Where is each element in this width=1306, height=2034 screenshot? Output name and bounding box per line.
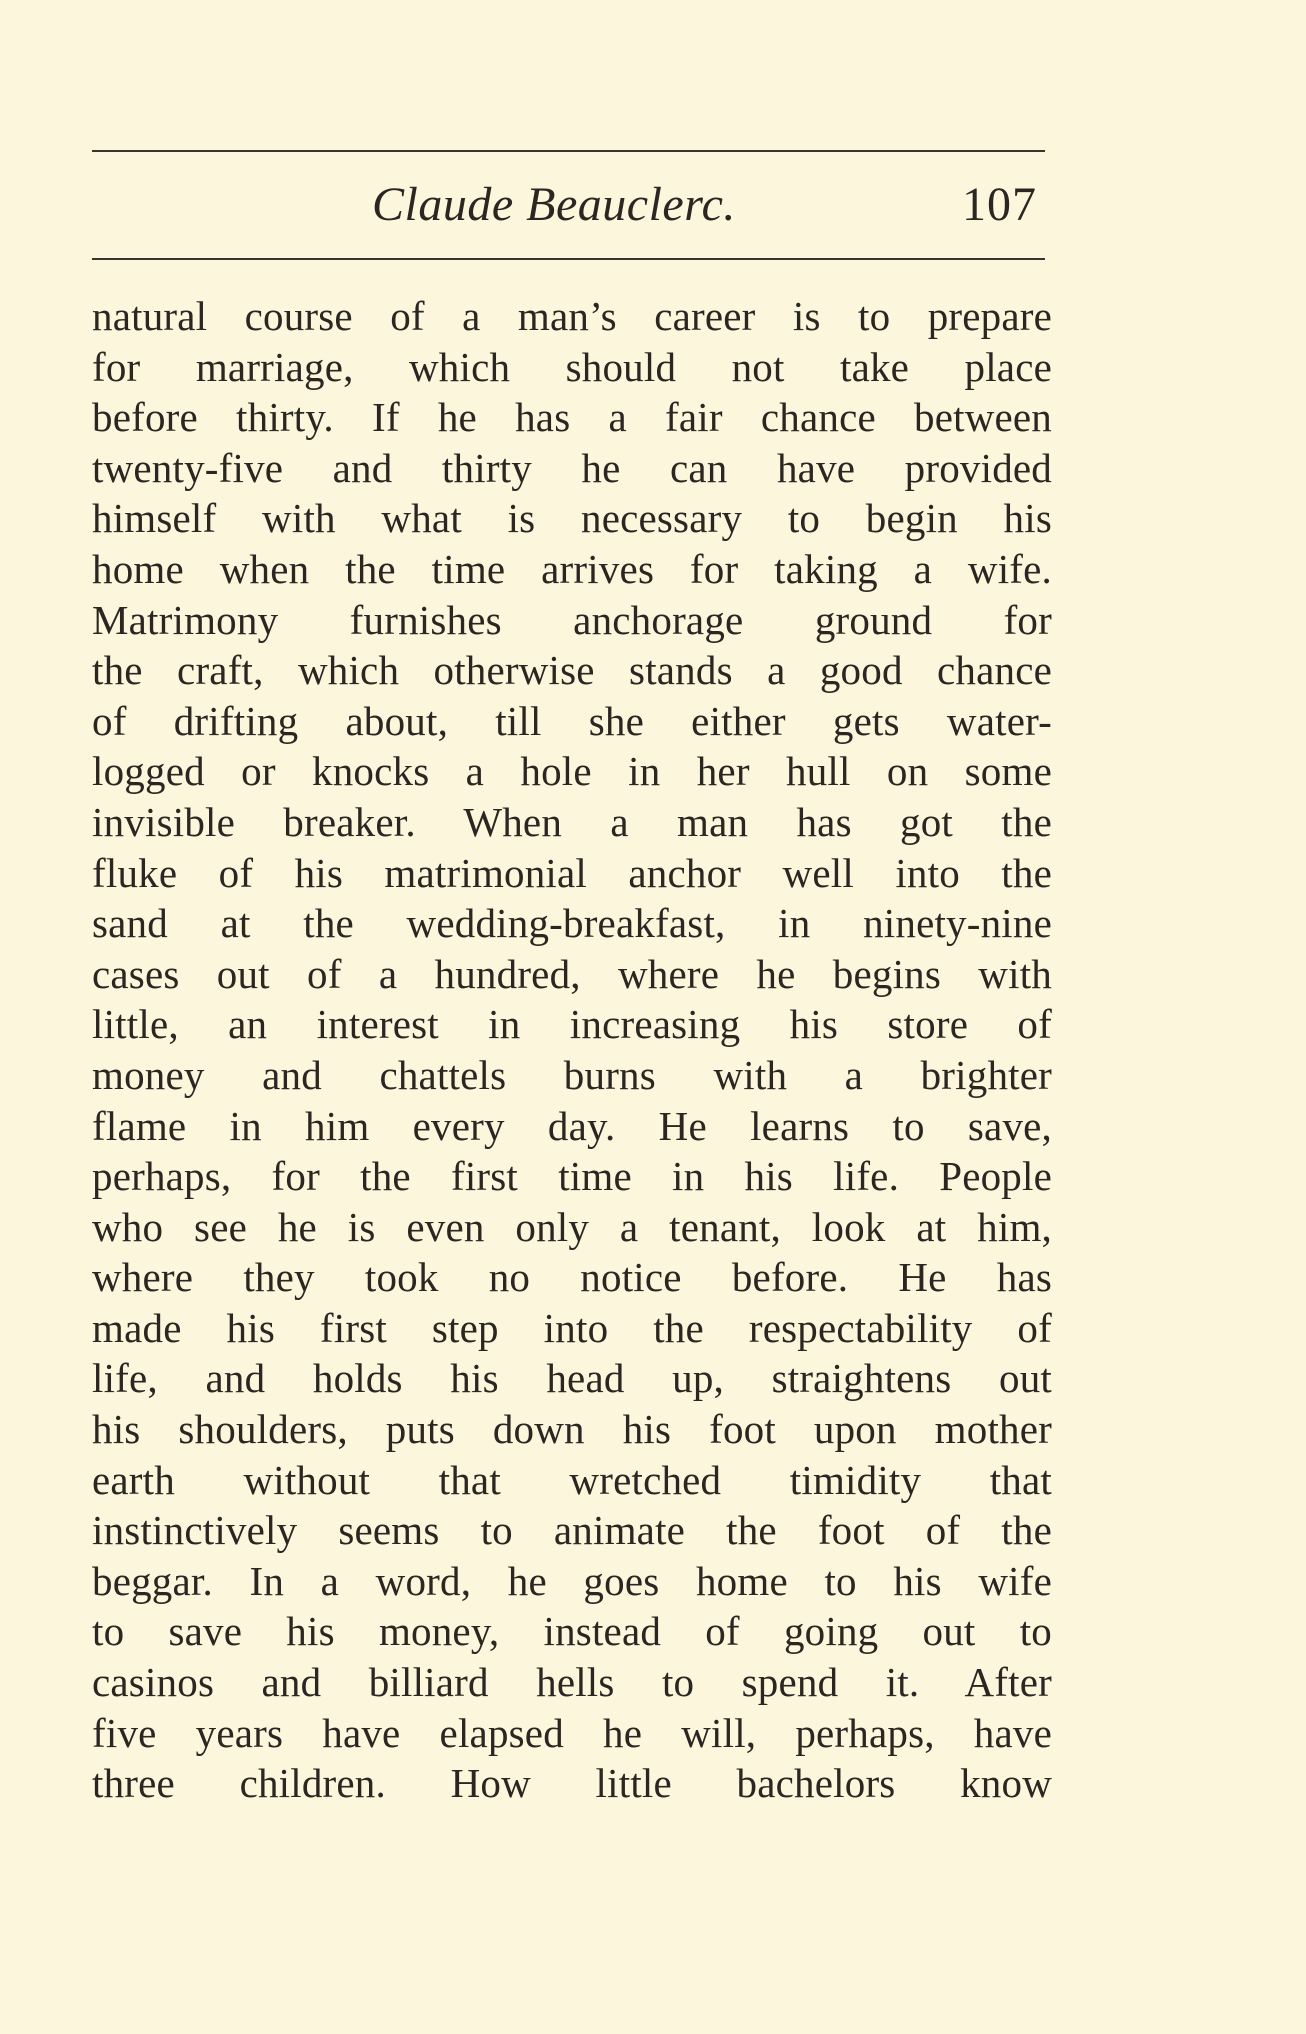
text-line: himself with what is necessary to begin his [92,495,1052,542]
text-line: casinos and billiard hells to spend it. After [92,1659,1052,1706]
text-line: fluke of his matrimonial anchor well into the [92,849,1052,896]
header-top-rule [92,150,1045,152]
text-line: flame in him every day. He learns to save, [92,1102,1052,1149]
running-head [92,170,1045,240]
text-line: the craft, which otherwise stands a good chance [92,647,1052,694]
text-line: perhaps, for the first time in his life. People [92,1153,1052,1200]
text-line: earth without that wretched timidity that [92,1456,1052,1503]
text-line: to save his money, instead of going out to [92,1608,1052,1655]
text-line: twenty-five and thirty he can have provided [92,444,1052,491]
body-text [92,291,1052,1809]
text-line: of drifting about, till she either gets water- [92,697,1052,744]
page-number: 107 [962,178,1037,231]
text-line: cases out of a hundred, where he begins with [92,950,1052,997]
text-line: who see he is even only a tenant, look at him, [92,1203,1052,1250]
text-line: for marriage, which should not take place [92,343,1052,390]
text-line: instinctively seems to animate the foot of the [92,1507,1052,1554]
text-line: little, an interest in increasing his store of [92,1001,1052,1048]
text-line: sand at the wedding-breakfast, in ninety-nine [92,900,1052,947]
text-line: logged or knocks a hole in her hull on some [92,748,1052,795]
text-line: his shoulders, puts down his foot upon mother [92,1406,1052,1453]
text-line: beggar. In a word, he goes home to his wife [92,1557,1052,1604]
text-line: where they took no notice before. He has [92,1254,1052,1301]
text-line: money and chattels burns with a brighter [92,1051,1052,1098]
text-line: five years have elapsed he will, perhaps, have [92,1709,1052,1756]
text-line: made his first step into the respectability of [92,1304,1052,1351]
running-title: Claude Beauclerc. [372,178,736,231]
text-line: natural course of a man’s career is to prepare [92,293,1052,339]
text-line: three children. How little bachelors know [92,1760,1052,1807]
text-line: home when the time arrives for taking a wife. [92,545,1052,592]
text-line: invisible breaker. When a man has got the [92,798,1052,845]
text-line: Matrimony furnishes anchorage ground for [92,596,1052,643]
text-line: before thirty. If he has a fair chance between [92,394,1052,441]
text-line: life, and holds his head up, straightens out [92,1355,1052,1402]
header-bottom-rule [92,258,1045,260]
